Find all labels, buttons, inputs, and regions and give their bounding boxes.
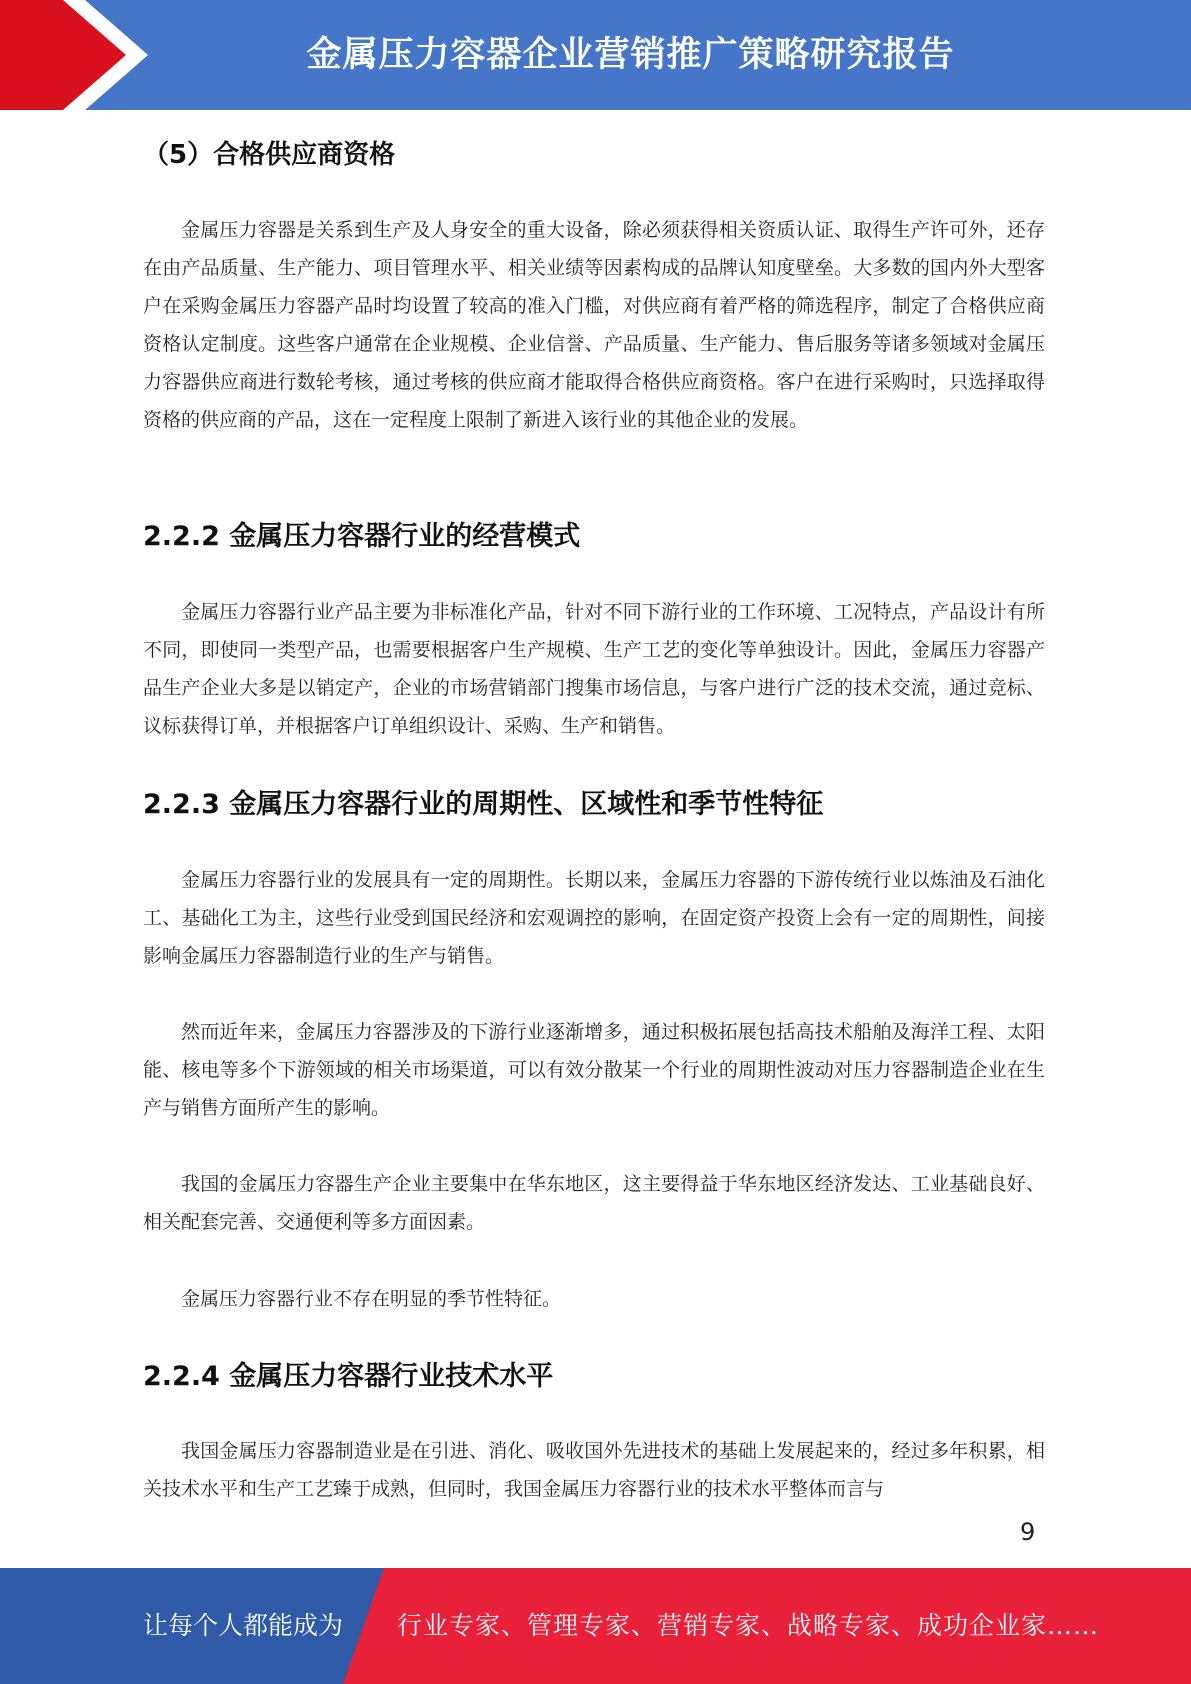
paragraph: 金属压力容器行业不存在明显的季节性特征。 <box>181 1288 562 1310</box>
section-heading-qualified-supplier: （5）合格供应商资格 <box>143 140 396 170</box>
page-footer <box>0 1568 1191 1684</box>
paragraph: 金属压力容器行业的发展具有一定的周期性。长期以来，金属压力容器的下游传统行业以炼油及石油化工、基础化工为主，这些行业受到国民经济和宏观调控的影响，在固定资产投资上会有一定的周期性，间接影响金属压力容器制造行业的生产与销售。 <box>143 869 1045 967</box>
footer-slogan-left: 让每个人都能成为 <box>143 1611 344 1640</box>
paragraph: 我国的金属压力容器生产企业主要集中在华东地区，这主要得益于华东地区经济发达、工业基础良好、相关配套完善、交通便利等多方面因素。 <box>143 1173 1045 1233</box>
page-number: 9 <box>1020 1518 1036 1546</box>
paragraph: 金属压力容器行业产品主要为非标准化产品，针对不同下游行业的工作环境、工况特点，产品设计有所不同，即使同一类型产品，也需要根据客户生产规模、生产工艺的变化等单独设计。因此，金属压力容器产品生产企业大多是以销定产，企业的市场营销部门搜集市场信息，与客户进行广泛的技术交流，通过竞标、议标获得订单，并根据客户订单组织设计、采购、生产和销售。 <box>143 601 1045 737</box>
footer-slogan-right: 行业专家、管理专家、营销专家、战略专家、成功企业家…… <box>397 1611 1100 1640</box>
paragraph: 我国金属压力容器制造业是在引进、消化、吸收国外先进技术的基础上发展起来的，经过多年积累，相关技术水平和生产工艺臻于成熟，但同时，我国金属压力容器行业的技术水平整体而言与 <box>143 1440 1045 1500</box>
page-header <box>0 0 1191 110</box>
section-heading-2-2-4: 2.2.4 金属压力容器行业技术水平 <box>143 1361 554 1392</box>
section-heading-2-2-2: 2.2.2 金属压力容器行业的经营模式 <box>143 521 581 552</box>
section-heading-2-2-3: 2.2.3 金属压力容器行业的周期性、区域性和季节性特征 <box>143 789 824 820</box>
document-title: 金属压力容器企业营销推广策略研究报告 <box>306 35 955 75</box>
paragraph: 金属压力容器是关系到生产及人身安全的重大设备，除必须获得相关资质认证、取得生产许可外，还存在由产品质量、生产能力、项目管理水平、相关业绩等因素构成的品牌认知度壁垒。大多数的国内外大型客户在采购金属压力容器产品时均设置了较高的准入门槛，对供应商有着严格的筛选程序，制定了合格供应商资格认定制度。这些客户通常在企业规模、企业信誉、产品质量、生产能力、售后服务等诸多领域对金属压力容器供应商进行数轮考核，通过考核的供应商才能取得合格供应商资格。客户在进行采购时，只选择取得资格的供应商的产品，这在一定程度上限制了新进入该行业的其他企业的发展。 <box>143 219 1045 431</box>
paragraph: 然而近年来，金属压力容器涉及的下游行业逐渐增多，通过积极拓展包括高技术船舶及海洋工程、太阳能、核电等多个下游领域的相关市场渠道，可以有效分散某一个行业的周期性波动对压力容器制造企业在生产与销售方面所产生的影响。 <box>143 1021 1045 1119</box>
